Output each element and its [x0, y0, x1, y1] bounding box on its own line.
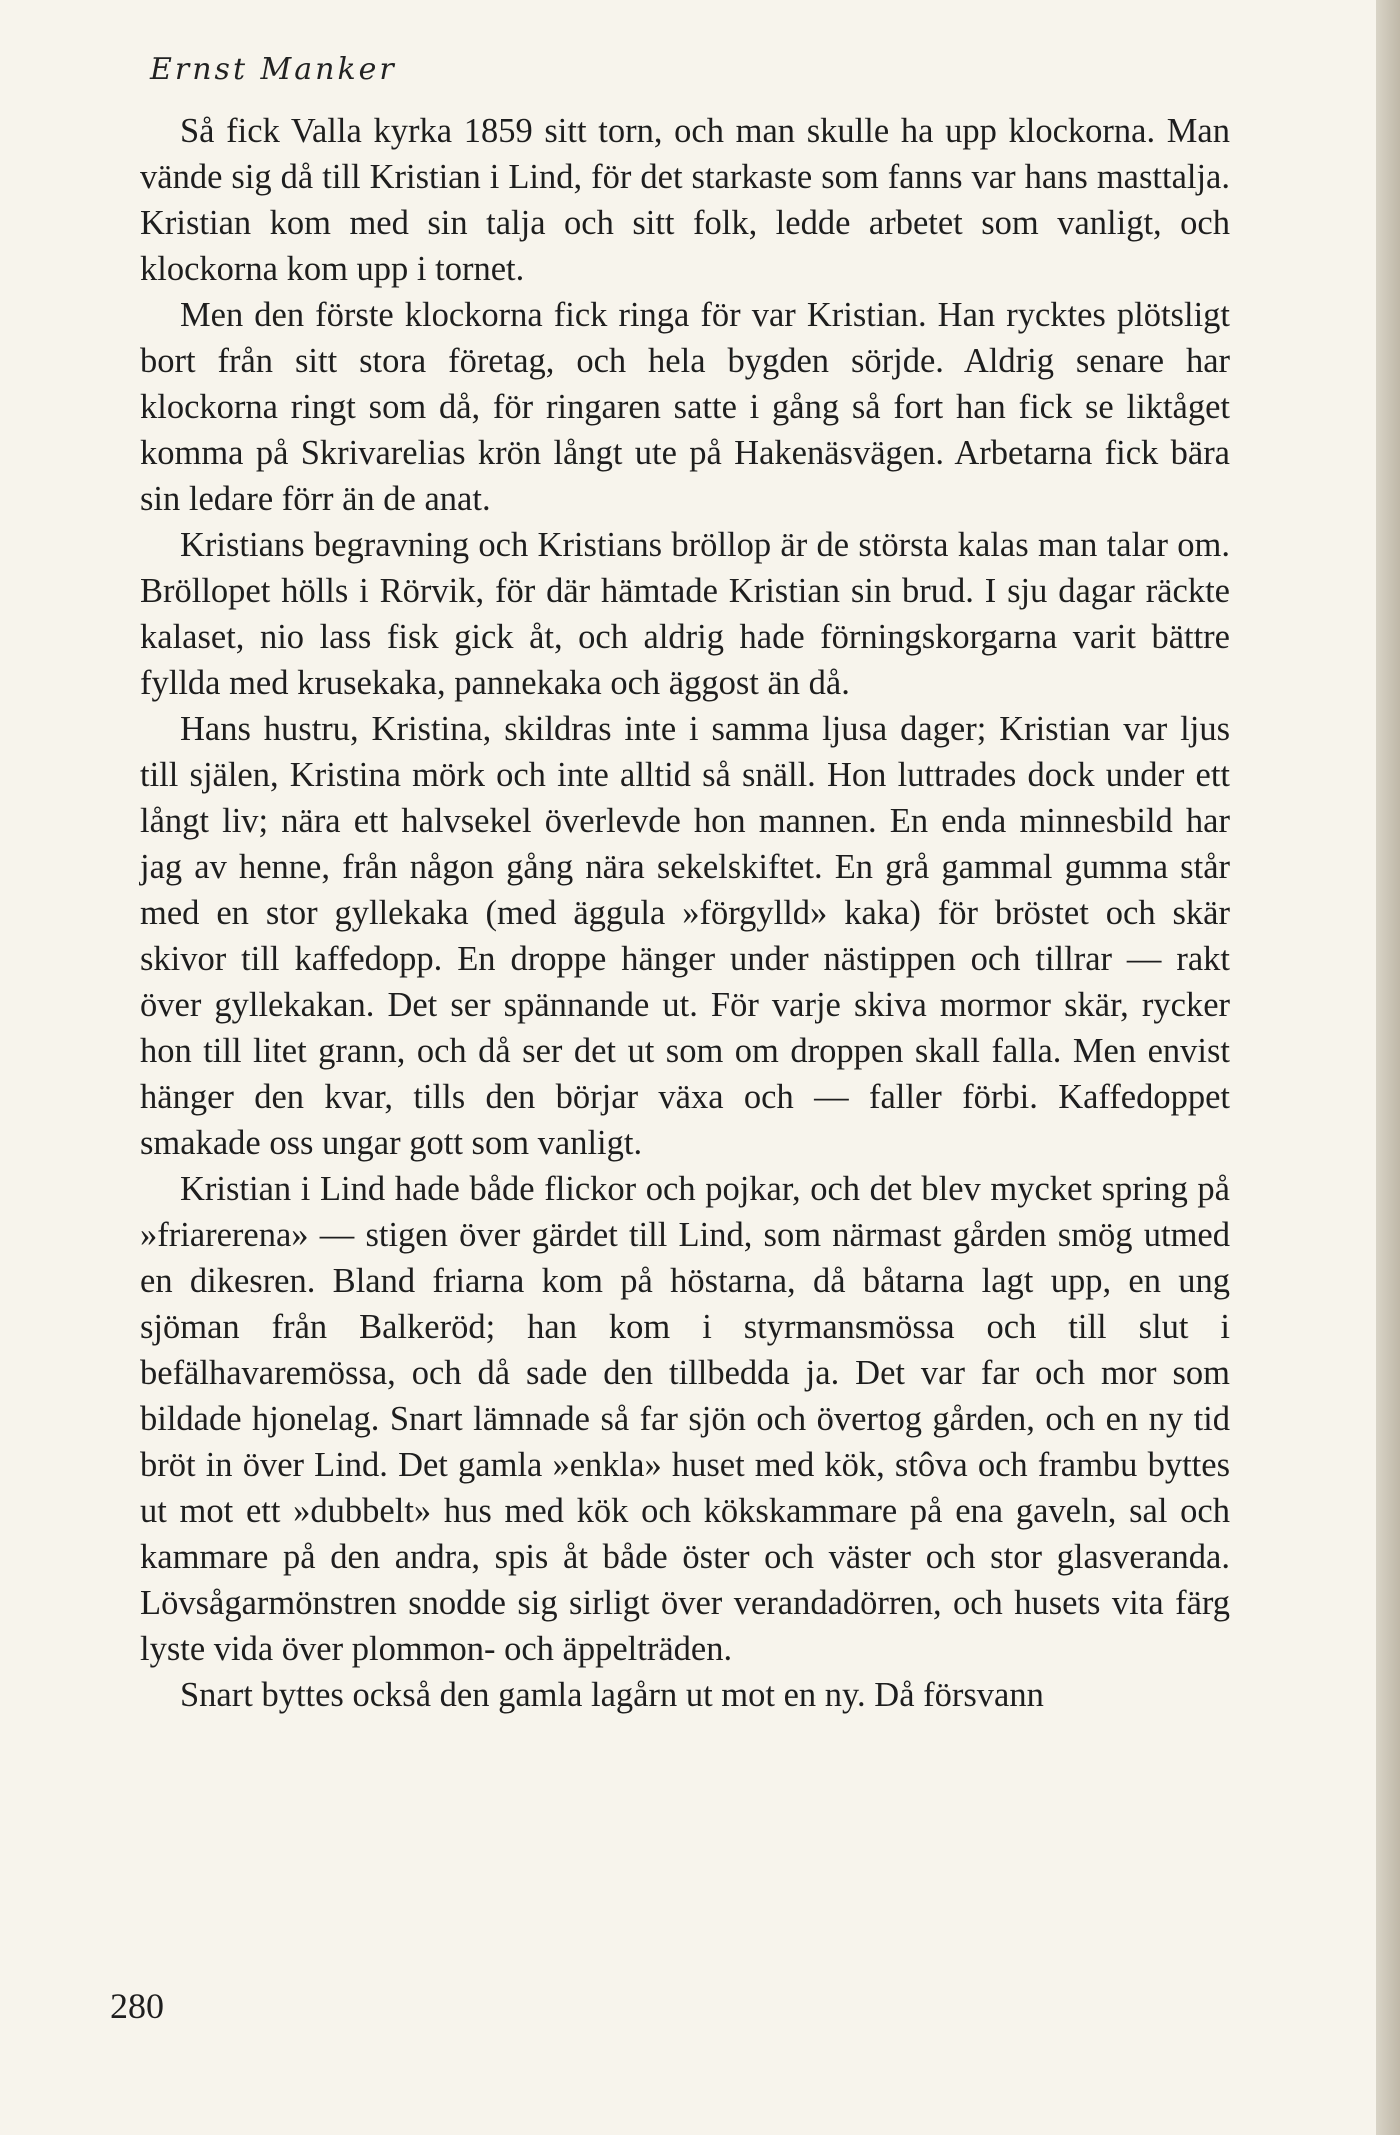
page-number: 280: [110, 1986, 164, 2026]
paragraph: Så fick Valla kyrka 1859 sitt torn, och man skulle ha upp klockorna. Man vände sig då till Kristian i Lind, för det starkaste som fanns var hans masttalja. Kristian kom med sin talja och sitt folk, ledde arbetet som vanligt, och klockorna kom upp i tornet.: [140, 112, 1230, 288]
paragraph: Kristian i Lind hade både flickor och pojkar, och det blev mycket spring på »friarerena» — stigen över gärdet till Lind, som närmast gården smög utmed en dikesren. Bland friarna kom på höstarna, då båtarna lagt upp, en ung sjöman från Balkeröd; han kom i styrmansmössa och till slut i befälhavaremössa, och då sade den tillbedda ja. Det var far och mor som bildade hjonelag. Snart lämnade så far sjön och övertog gården, och en ny tid bröt in över Lind. Det gamla »enkla» huset med kök, stôva och frambu byttes ut mot ett »dubbelt» hus med kök och kökskammare på ena gaveln, sal och kammare på den andra, spis åt både öster och väster och stor glasveranda. Lövsågarmönstren snodde sig sirligt över verandadörren, och husets vita färg lyste vida över plommon- och äppelträden.: [140, 1170, 1230, 1668]
paragraph: Hans hustru, Kristina, skildras inte i samma ljusa dager; Kristian var ljus till själen, Kristina mörk och inte alltid så snäll. Hon luttrades dock under ett långt liv; nära ett halvsekel överlevde hon mannen. En enda minnesbild har jag av henne, från någon gång nära sekelskiftet. En grå gammal gumma står med en stor gyllekaka (med äggula »förgylld» kaka) för bröstet och skär skivor till kaffedopp. En droppe hänger under nästippen och tillrar — rakt över gyllekakan. Det ser spännande ut. För varje skiva mormor skär, rycker hon till litet grann, och då ser det ut som om droppen skall falla. Men envist hänger den kvar, tills den börjar växa och — faller förbi. Kaffedoppet smakade oss ungar gott som vanligt.: [140, 710, 1230, 1162]
paragraph: Snart byttes också den gamla lagårn ut mot en ny. Då försvann: [180, 1676, 1044, 1714]
paragraph: Kristians begravning och Kristians bröllop är de största kalas man talar om. Bröllopet hölls i Rörvik, för där hämtade Kristian sin brud. I sju dagar räckte kalaset, nio lass fisk gick åt, och aldrig hade förningskorgarna varit bättre fyllda med krusekaka, pannekaka och äggost än då.: [140, 526, 1230, 702]
paragraph: Men den förste klockorna fick ringa för var Kristian. Han rycktes plötsligt bort från sitt stora företag, och hela bygden sörjde. Aldrig senare har klockorna ringt som då, för ringaren satte i gång så fort han fick se liktåget komma på Skrivarelias krön långt ute på Hakenäsvägen. Arbetarna fick bära sin ledare förr än de anat.: [140, 296, 1230, 518]
page-edge: [1376, 0, 1400, 2135]
body-text: [140, 108, 1230, 1718]
running-head: Ernst Manker: [150, 52, 397, 87]
